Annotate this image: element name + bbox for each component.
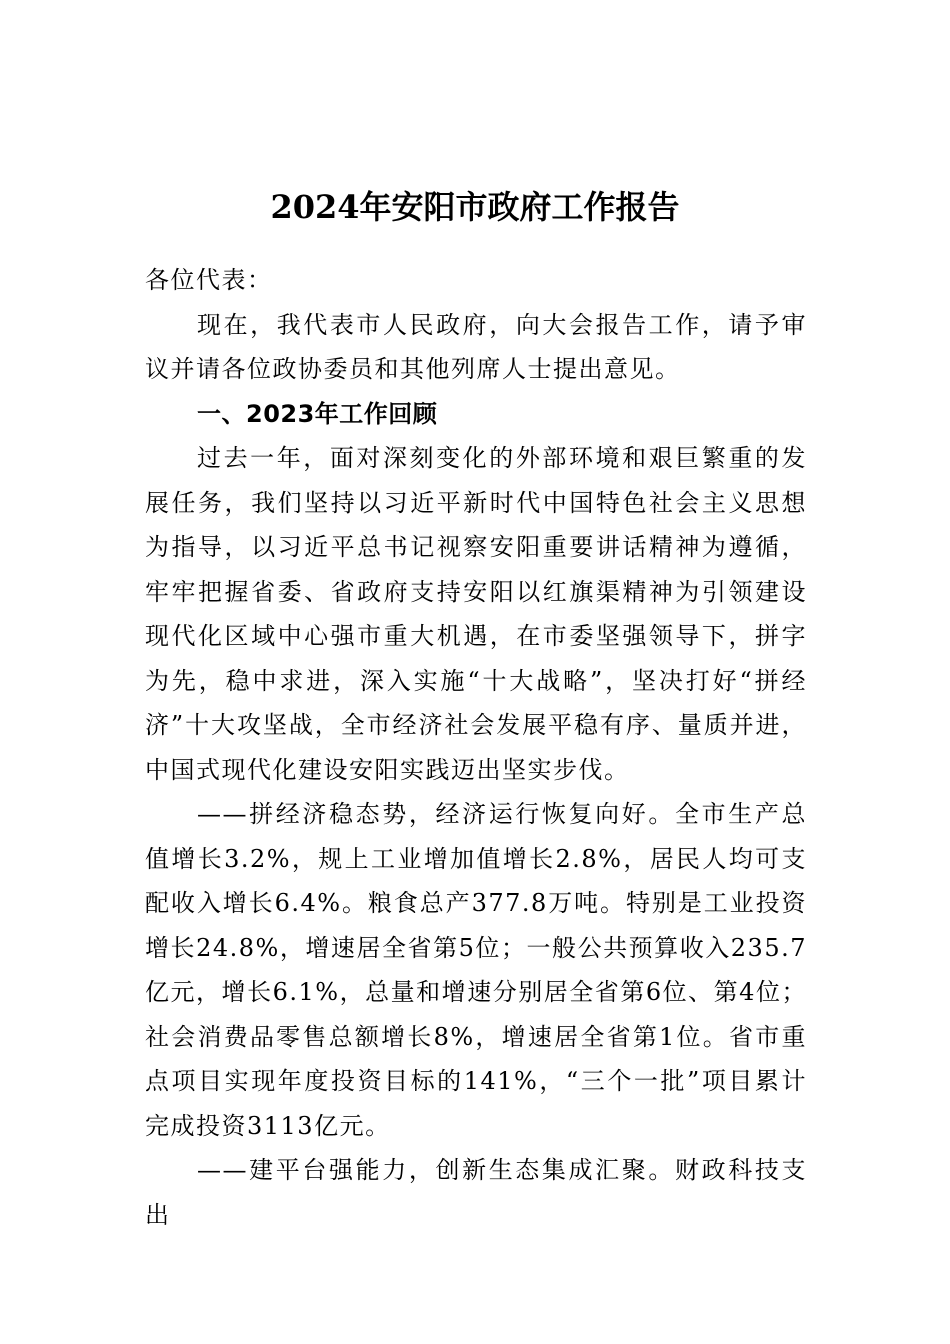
overview-paragraph: 过去一年，面对深刻变化的外部环境和艰巨繁重的发展任务，我们坚持以习近平新时代中国特色社会主义思想为指导，以习近平总书记视察安阳重要讲话精神为遵循，牢牢把握省委、省政府支持安阳以红旗渠精神为引领建设现代化区域中心强市重大机遇，在市委坚强领导下，拼字为先，稳中求进，深入实施“十大战略”，坚决打好“拼经济”十大攻坚战，全市经济社会发展平稳有序、量质并进，中国式现代化建设安阳实践迈出坚实步伐。 (145, 444, 807, 784)
document-body (145, 258, 807, 1237)
economy-paragraph: ——拼经济稳态势，经济运行恢复向好。全市生产总值增长3.2%，规上工业增加值增长2.8%，居民人均可支配收入增长6.4%。粮食总产377.8万吨。特别是工业投资增长24.8%，增速居全省第5位；一般公共预算收入235.7亿元，增长6.1%，总量和增速分别居全省第6位、第4位；社会消费品零售总额增长8%，增速居全省第1位。省市重点项目实现年度投资目标的141%，“三个一批”项目累计完成投资3113亿元。 (145, 800, 807, 1140)
salutation: 各位代表： (145, 266, 273, 294)
section-heading: 一、2023年工作回顾 (197, 399, 438, 428)
innovation-paragraph: ——建平台强能力，创新生态集成汇聚。财政科技支出 (145, 1156, 807, 1229)
intro-paragraph: 现在，我代表市人民政府，向大会报告工作，请予审议并请各位政协委员和其他列席人士提出意见。 (145, 310, 807, 383)
document-title: 2024年安阳市政府工作报告 (270, 188, 680, 227)
